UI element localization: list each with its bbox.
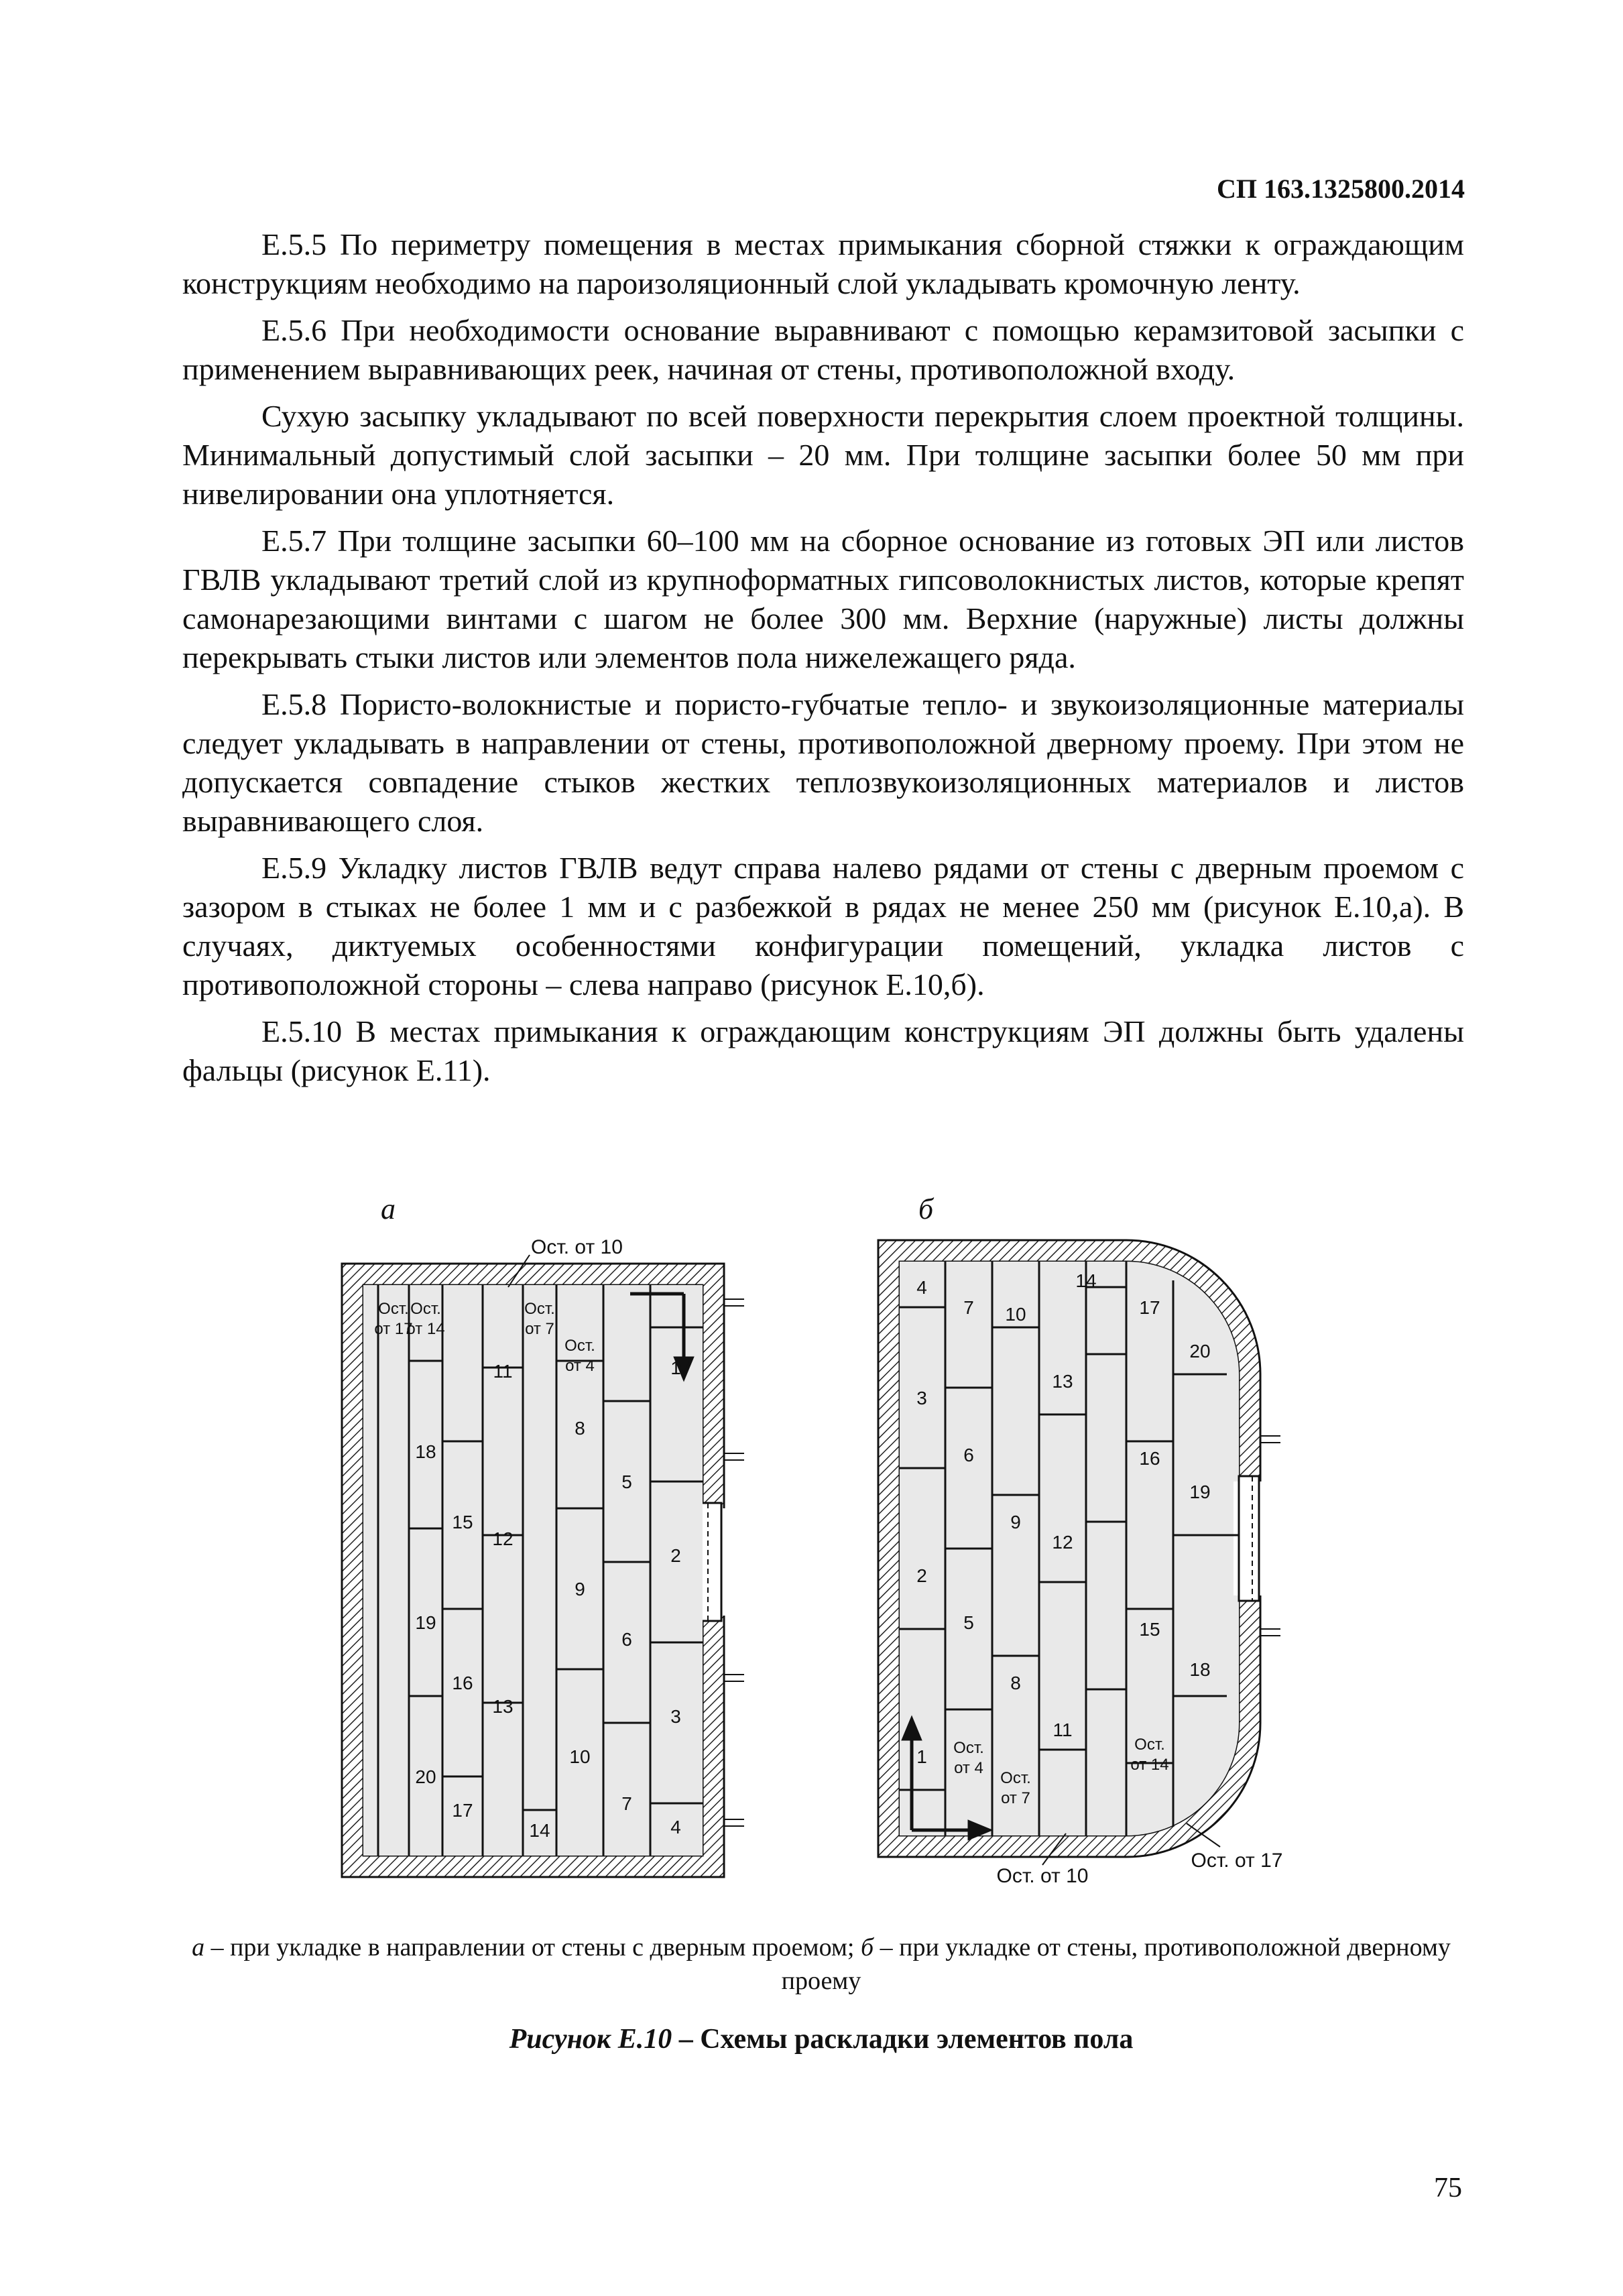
- sheet-label: 8: [575, 1418, 585, 1439]
- callout-b-right: Ост. от 17: [1191, 1850, 1283, 1872]
- sheet-label: 10: [1005, 1304, 1026, 1325]
- sheet-label: 19: [415, 1612, 436, 1633]
- sheet-label: 2: [670, 1545, 681, 1566]
- sheet-label: 17: [452, 1800, 473, 1821]
- sheet-label: 11: [1053, 1719, 1073, 1740]
- sheet-label: 1: [670, 1357, 681, 1378]
- label-ost: Ост.: [1000, 1769, 1031, 1787]
- figure-title-text: – Схемы раскладки элементов пола: [672, 2024, 1134, 2055]
- caption-a-text: – при укладке в направлении от стены с дверным проемом;: [204, 1933, 861, 1961]
- sheet-label: 18: [415, 1441, 436, 1462]
- paragraph-e-5-10: Е.5.10 В местах примыкания к ограждающим конструкциям ЭП должны быть удалены фальцы (рисунок Е.11).: [182, 1014, 1464, 1087]
- label-ost: Ост.: [524, 1300, 555, 1318]
- label-ost: Ост.: [410, 1300, 441, 1318]
- label-ost: Ост.: [564, 1337, 595, 1355]
- sheet-label: 2: [916, 1565, 927, 1586]
- sheet-label: 10: [569, 1746, 591, 1767]
- figure-a-letter: а: [381, 1193, 396, 1225]
- sheet-label: 15: [1139, 1619, 1160, 1640]
- label-ost: Ост.: [378, 1300, 409, 1318]
- document-code: СП 163.1325800.2014: [1217, 174, 1465, 204]
- figure-subcaption: [168, 1931, 1475, 1998]
- sheet-label: 5: [963, 1612, 974, 1633]
- sheet-label: 1: [916, 1746, 927, 1767]
- figure-b-letter: б: [918, 1193, 934, 1225]
- sheet-label: 16: [1139, 1448, 1160, 1469]
- sheet-label: 11: [493, 1361, 513, 1382]
- label-ost: Ост.: [953, 1739, 984, 1757]
- body-text: [182, 225, 1464, 1098]
- sheet-label: 7: [621, 1793, 632, 1814]
- figure-title: [168, 2023, 1475, 2055]
- paragraph-e-5-9: Е.5.9 Укладку листов ГВЛВ ведут справа налево рядами от стены с дверным проемом с зазором в стыках не более 1 мм и с разбежкой в рядах не менее 250 мм (рисунок Е.10,а). В случаях, диктуемых особенностями конфигурации помещений, укладка листов с противоположной стороны – слева направо (рисунок Е.10,б).: [182, 851, 1464, 1002]
- label-ost: Ост.: [1134, 1736, 1165, 1754]
- layout-diagram-b: [871, 1227, 1301, 1890]
- door-leaf: [701, 1503, 721, 1621]
- sheet-label: 6: [963, 1445, 974, 1465]
- sheet-label: 13: [1052, 1371, 1073, 1392]
- sheet-label: 20: [1189, 1341, 1211, 1362]
- sheet-label: 14: [1075, 1270, 1097, 1291]
- page-number: 75: [1434, 2173, 1462, 2203]
- caption-b-text: – при укладке от стены, противоположной дверному проему: [781, 1933, 1451, 1995]
- sheet-label: 6: [621, 1629, 632, 1650]
- sheet-label: 8: [1010, 1673, 1021, 1693]
- sheet-label: 18: [1189, 1659, 1211, 1680]
- sheet-label: 16: [452, 1673, 473, 1693]
- sheet-label: 12: [492, 1528, 514, 1549]
- door-leaf: [1239, 1476, 1259, 1601]
- paragraph-e-5-5: Е.5.5 По периметру помещения в местах примыкания сборной стяжки к ограждающим конструкциям необходимо на пароизоляционный слой укладывать кромочную ленту.: [182, 227, 1464, 300]
- sheet-label: 4: [670, 1817, 681, 1837]
- sheet-label: 14: [529, 1820, 550, 1841]
- label-ot-14: от 14: [406, 1320, 445, 1338]
- sheet-label: 20: [415, 1766, 436, 1787]
- caption-a-letter: а: [192, 1933, 205, 1961]
- paragraph-e-5-7: Е.5.7 При толщине засыпки 60–100 мм на сборное основание из готовых ЭП или листов ГВЛВ укладывают третий слой из крупноформатных гипсоволокнистых листов, которые крепят самонарезающими винтами с шагом не более 300 мм. Верхние (наружные) листы должны перекрывать стыки листов или элементов пола нижележащего ряда.: [182, 524, 1464, 674]
- caption-b-letter: б: [860, 1933, 874, 1961]
- sheet-label: 9: [1010, 1512, 1021, 1532]
- sheet-label: 17: [1139, 1297, 1160, 1318]
- figure-title-prefix: Рисунок Е.10: [509, 2024, 672, 2055]
- layout-diagram-a: [335, 1227, 751, 1890]
- label-ot-7: от 7: [1001, 1789, 1030, 1807]
- label-ot-4: от 4: [954, 1759, 983, 1777]
- label-ot-17: от 17: [374, 1320, 413, 1338]
- sheet-label: 12: [1052, 1532, 1073, 1553]
- sheet-label: 9: [575, 1579, 585, 1599]
- paragraph-dry-fill: Сухую засыпку укладывают по всей поверхности перекрытия слоем проектной толщины. Минимальный допустимый слой засыпки – 20 мм. При толщине засыпки более 50 мм при нивелировании она уплотняется.: [182, 399, 1464, 511]
- paragraph-e-5-8: Е.5.8 Пористо-волокнистые и пористо-губчатые тепло- и звукоизоляционные материалы следует укладывать в направлении от стены, противоположной дверному проему. При этом не допускается совпадение стыков жестких теплозвукоизоляционных материалов и листов выравнивающего слоя.: [182, 687, 1464, 838]
- sheet-label: 5: [621, 1471, 632, 1492]
- label-ot-14: от 14: [1130, 1756, 1169, 1774]
- sheet-label: 3: [670, 1706, 681, 1727]
- callout-b-left: Ост. от 10: [996, 1865, 1089, 1887]
- paragraph-e-5-6: Е.5.6 При необходимости основание выравнивают с помощью керамзитовой засыпки с применением выравнивающих реек, начиная от стены, противоположной входу.: [182, 313, 1464, 386]
- sheet-label: 3: [916, 1388, 927, 1408]
- label-ot-7: от 7: [525, 1320, 554, 1338]
- sheet-label: 15: [452, 1512, 473, 1532]
- sheet-label: 19: [1189, 1482, 1211, 1502]
- sheet-label: 4: [916, 1277, 927, 1298]
- sheet-label: 7: [963, 1297, 974, 1318]
- sheet-label: 13: [492, 1696, 514, 1717]
- callout-a: Ост. от 10: [531, 1236, 623, 1258]
- label-ot-4: от 4: [565, 1357, 595, 1375]
